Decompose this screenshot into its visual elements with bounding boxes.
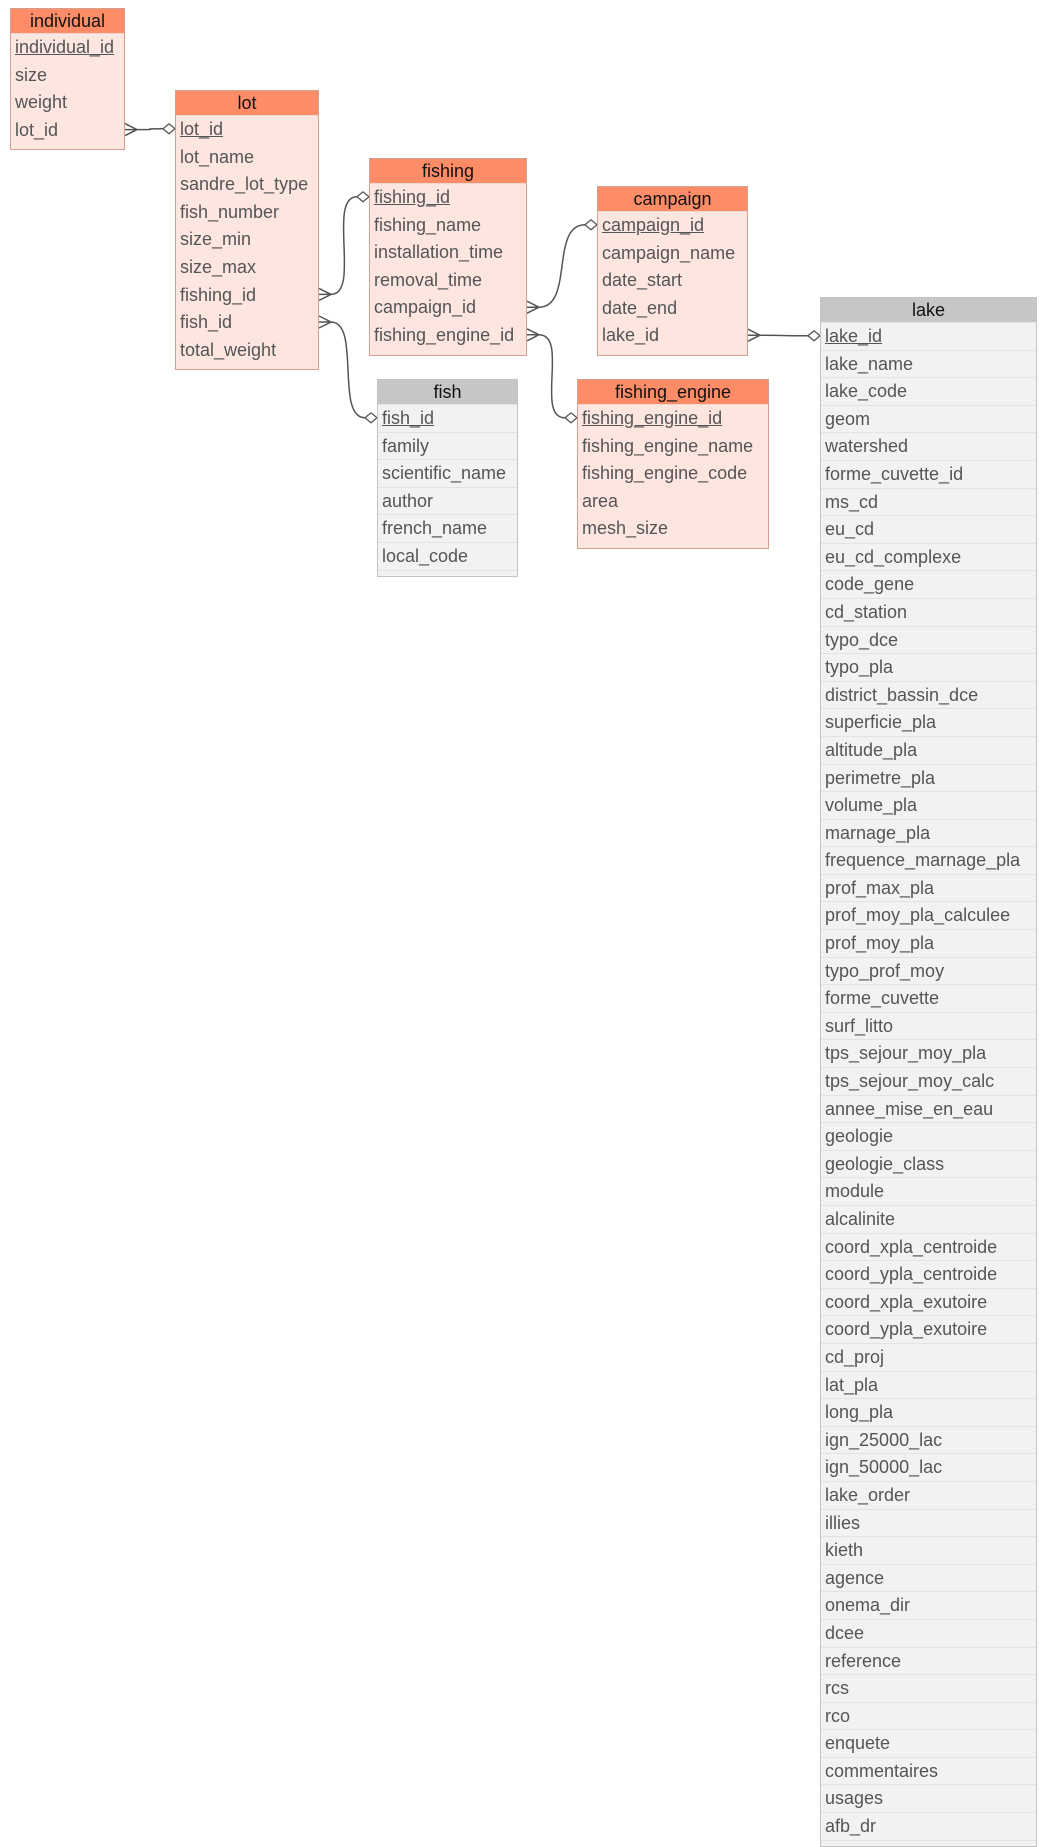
column: ms_cd xyxy=(821,489,1036,517)
column: onema_dir xyxy=(821,1592,1036,1620)
table-title: lot xyxy=(176,91,318,115)
primary-key-column: individual_id xyxy=(15,37,115,57)
column-list xyxy=(370,183,526,350)
column: enquete xyxy=(821,1730,1036,1758)
table-lake[interactable] xyxy=(820,297,1037,1847)
crows-foot-icon xyxy=(319,316,331,328)
column: coord_ypla_centroide xyxy=(821,1261,1036,1289)
column: annee_mise_en_eau xyxy=(821,1096,1036,1124)
column: area xyxy=(582,490,619,511)
column: kieth xyxy=(821,1537,1036,1565)
crows-foot-icon xyxy=(125,124,137,136)
column: eu_cd_complexe xyxy=(821,544,1036,572)
column: rcs xyxy=(821,1675,1036,1703)
column: lake_code xyxy=(821,378,1036,406)
diamond-icon xyxy=(365,413,377,423)
column: lot_id xyxy=(15,119,59,140)
column: marnage_pla xyxy=(821,820,1036,848)
table-lot[interactable] xyxy=(175,90,319,370)
column: altitude_pla xyxy=(821,737,1036,765)
column: prof_moy_pla xyxy=(821,930,1036,958)
column: commentaires xyxy=(821,1758,1036,1786)
diamond-icon xyxy=(808,331,820,341)
column: eu_cd xyxy=(821,516,1036,544)
column: surf_litto xyxy=(821,1013,1036,1041)
table-title: lake xyxy=(821,298,1036,322)
diamond-icon xyxy=(585,220,597,230)
column: weight xyxy=(15,92,68,113)
column: removal_time xyxy=(374,269,483,290)
column: geom xyxy=(821,406,1036,434)
column: fish_id xyxy=(180,312,233,333)
column: typo_prof_moy xyxy=(821,958,1036,986)
column-list xyxy=(11,33,124,144)
column: mesh_size xyxy=(582,518,669,539)
column: campaign_id xyxy=(374,297,477,318)
column: volume_pla xyxy=(821,792,1036,820)
column: lat_pla xyxy=(821,1372,1036,1400)
column: rco xyxy=(821,1703,1036,1731)
relation-line xyxy=(137,129,163,130)
column-list xyxy=(598,211,747,350)
column: tps_sejour_moy_calc xyxy=(821,1068,1036,1096)
column: size_min xyxy=(180,229,252,250)
relation-line xyxy=(331,197,357,295)
primary-key-column: fish_id xyxy=(378,405,517,433)
column: agence xyxy=(821,1565,1036,1593)
relation-line xyxy=(331,322,365,418)
relation-campaign-lake xyxy=(748,329,820,341)
column: afb_dr xyxy=(821,1813,1036,1841)
column: illies xyxy=(821,1510,1036,1538)
column: local_code xyxy=(378,543,517,571)
column: fishing_id xyxy=(180,284,257,305)
column: tps_sejour_moy_pla xyxy=(821,1040,1036,1068)
diamond-icon xyxy=(163,124,175,134)
column: size_max xyxy=(180,256,257,277)
column: lake_name xyxy=(821,351,1036,379)
column-list xyxy=(578,404,768,543)
column: typo_dce xyxy=(821,627,1036,655)
table-fishing[interactable] xyxy=(369,158,527,356)
primary-key-column: lake_id xyxy=(821,323,1036,351)
column: french_name xyxy=(378,515,517,543)
relation-line xyxy=(539,335,565,418)
column: watershed xyxy=(821,433,1036,461)
column: forme_cuvette xyxy=(821,985,1036,1013)
column: lot_name xyxy=(180,146,255,167)
column: fishing_engine_code xyxy=(582,463,748,484)
column-list xyxy=(378,404,517,571)
table-fish[interactable] xyxy=(377,379,518,577)
column: coord_xpla_centroide xyxy=(821,1234,1036,1262)
column: date_start xyxy=(602,270,683,291)
table-title: fishing xyxy=(370,159,526,183)
column: fishing_engine_id xyxy=(374,324,515,345)
column: date_end xyxy=(602,297,678,318)
primary-key-column: fishing_engine_id xyxy=(582,408,723,428)
crows-foot-icon xyxy=(527,329,539,341)
column: geologie xyxy=(821,1123,1036,1151)
primary-key-column: lot_id xyxy=(180,119,224,139)
column: sandre_lot_type xyxy=(180,174,309,195)
relation-lot-fishing xyxy=(319,192,369,301)
column: prof_max_pla xyxy=(821,875,1036,903)
column: ign_25000_lac xyxy=(821,1427,1036,1455)
column: campaign_name xyxy=(602,242,736,263)
column: fish_number xyxy=(180,201,280,222)
table-title: fishing_engine xyxy=(578,380,768,404)
column: installation_time xyxy=(374,242,504,263)
column: size xyxy=(15,64,48,85)
column: fishing_name xyxy=(374,214,482,235)
column: coord_xpla_exutoire xyxy=(821,1289,1036,1317)
column-list xyxy=(821,322,1036,1841)
column: lake_order xyxy=(821,1482,1036,1510)
column: coord_ypla_exutoire xyxy=(821,1316,1036,1344)
column: prof_moy_pla_calculee xyxy=(821,902,1036,930)
column: long_pla xyxy=(821,1399,1036,1427)
table-title: campaign xyxy=(598,187,747,211)
column: typo_pla xyxy=(821,654,1036,682)
column: perimetre_pla xyxy=(821,765,1036,793)
relation-line xyxy=(760,335,808,336)
column: fishing_engine_name xyxy=(582,435,754,456)
primary-key-column: fishing_id xyxy=(374,187,451,207)
primary-key-column: campaign_id xyxy=(602,215,705,235)
column: usages xyxy=(821,1785,1036,1813)
column: geologie_class xyxy=(821,1151,1036,1179)
column: cd_station xyxy=(821,599,1036,627)
column: forme_cuvette_id xyxy=(821,461,1036,489)
crows-foot-icon xyxy=(319,288,331,300)
column: frequence_marnage_pla xyxy=(821,847,1036,875)
column: module xyxy=(821,1178,1036,1206)
table-individual[interactable] xyxy=(10,8,125,150)
crows-foot-icon xyxy=(527,301,539,313)
column: superficie_pla xyxy=(821,709,1036,737)
column: cd_proj xyxy=(821,1344,1036,1372)
column: district_bassin_dce xyxy=(821,682,1036,710)
column: ign_50000_lac xyxy=(821,1454,1036,1482)
table-fishing-engine[interactable] xyxy=(577,379,769,549)
column: author xyxy=(378,488,517,516)
table-campaign[interactable] xyxy=(597,186,748,356)
table-title: individual xyxy=(11,9,124,33)
relation-fishing-campaign xyxy=(527,220,597,313)
relation-individual-lot xyxy=(125,124,175,136)
column-list xyxy=(176,115,318,364)
column: family xyxy=(378,433,517,461)
column: reference xyxy=(821,1648,1036,1676)
relation-fishing-fishing_engine xyxy=(527,329,577,423)
column: code_gene xyxy=(821,571,1036,599)
crows-foot-icon xyxy=(748,329,760,341)
relation-line xyxy=(539,225,585,307)
column: scientific_name xyxy=(378,460,517,488)
column: total_weight xyxy=(180,339,277,360)
column: alcalinite xyxy=(821,1206,1036,1234)
diamond-icon xyxy=(357,192,369,202)
column: dcee xyxy=(821,1620,1036,1648)
column: lake_id xyxy=(602,325,660,346)
table-title: fish xyxy=(378,380,517,404)
diamond-icon xyxy=(565,413,577,423)
